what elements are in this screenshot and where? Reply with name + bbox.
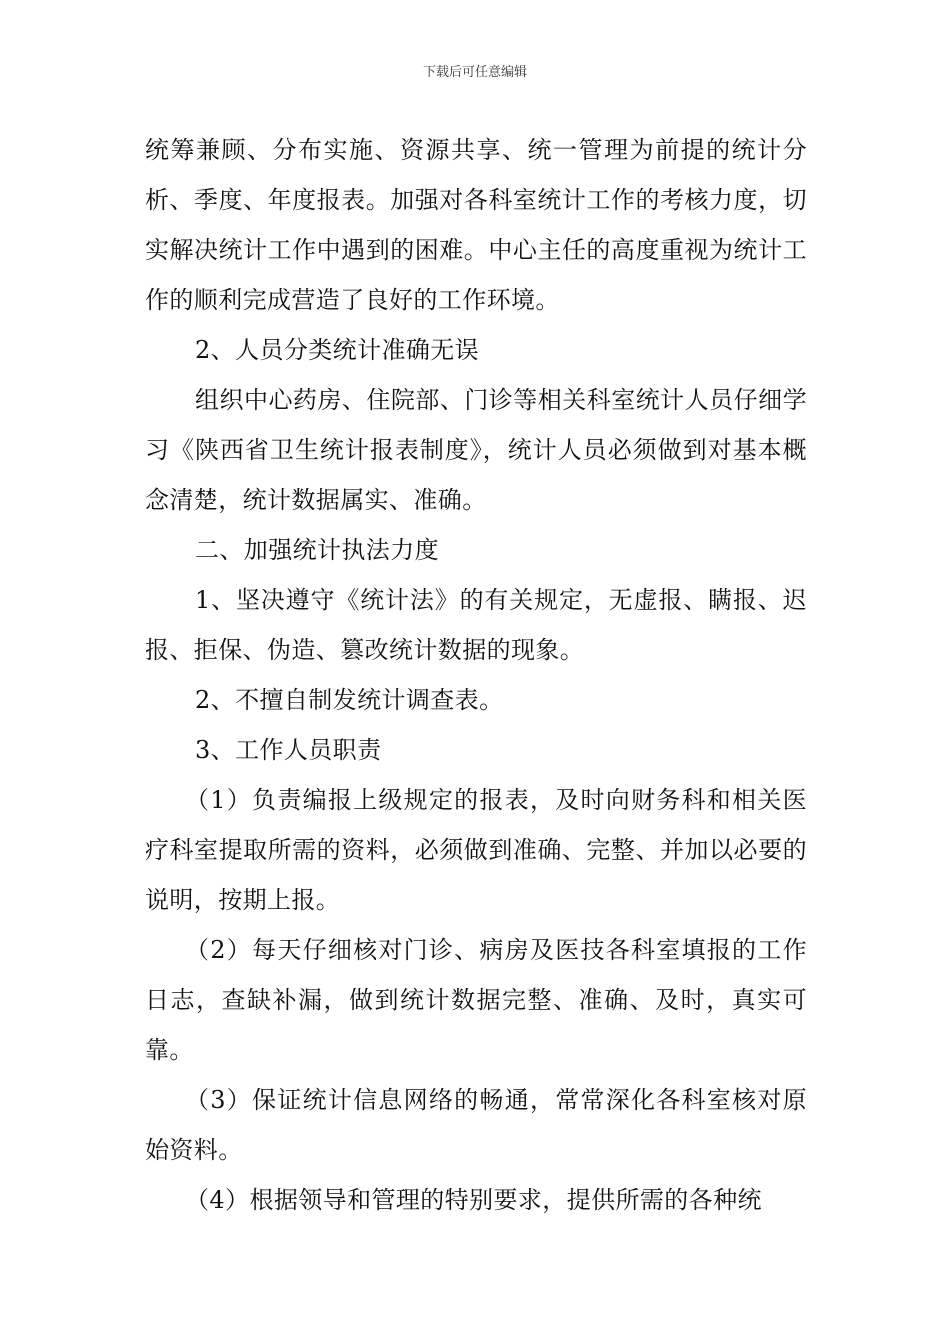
paragraph-continuation: 统筹兼顾、分布实施、资源共享、统一管理为前提的统计分析、季度、年度报表。加强对各科室统计工作的考核力度，切实解决统计工作中遇到的困难。中心主任的高度重视为统计工作的顺利完成营造了良好的工作环境。 (145, 136, 807, 314)
document-body (145, 125, 807, 1225)
duty-item-4: （4）根据领导和管理的特别要求，提供所需的各种统 (185, 1186, 762, 1214)
section-heading-classification: 2、人员分类统计准确无误 (195, 336, 480, 364)
section-heading-duties: 3、工作人员职责 (195, 736, 382, 764)
section-heading-enforcement: 二、加强统计执法力度 (195, 536, 439, 564)
duty-item-1: （1）负责编报上级规定的报表，及时向财务科和相关医疗科室提取所需的资料，必须做到准确、完整、并加以必要的说明，按期上报。 (145, 786, 807, 914)
paragraph-no-survey: 2、不擅自制发统计调查表。 (195, 686, 504, 714)
duty-item-2: （2）每天仔细核对门诊、病房及医技各科室填报的工作日志，查缺补漏，做到统计数据完整、准确、及时，真实可靠。 (145, 936, 807, 1064)
paragraph-statistics-law: 1、坚决遵守《统计法》的有关规定，无虚报、瞒报、迟报、拒保、伪造、篡改统计数据的现象。 (145, 586, 807, 664)
paragraph-training: 组织中心药房、住院部、门诊等相关科室统计人员仔细学习《陕西省卫生统计报表制度》，统计人员必须做到对基本概念清楚，统计数据属实、准确。 (145, 386, 807, 514)
page-header: 下载后可任意编辑 (422, 65, 527, 80)
duty-item-3: （3）保证统计信息网络的畅通，常常深化各科室核对原始资料。 (145, 1086, 807, 1164)
